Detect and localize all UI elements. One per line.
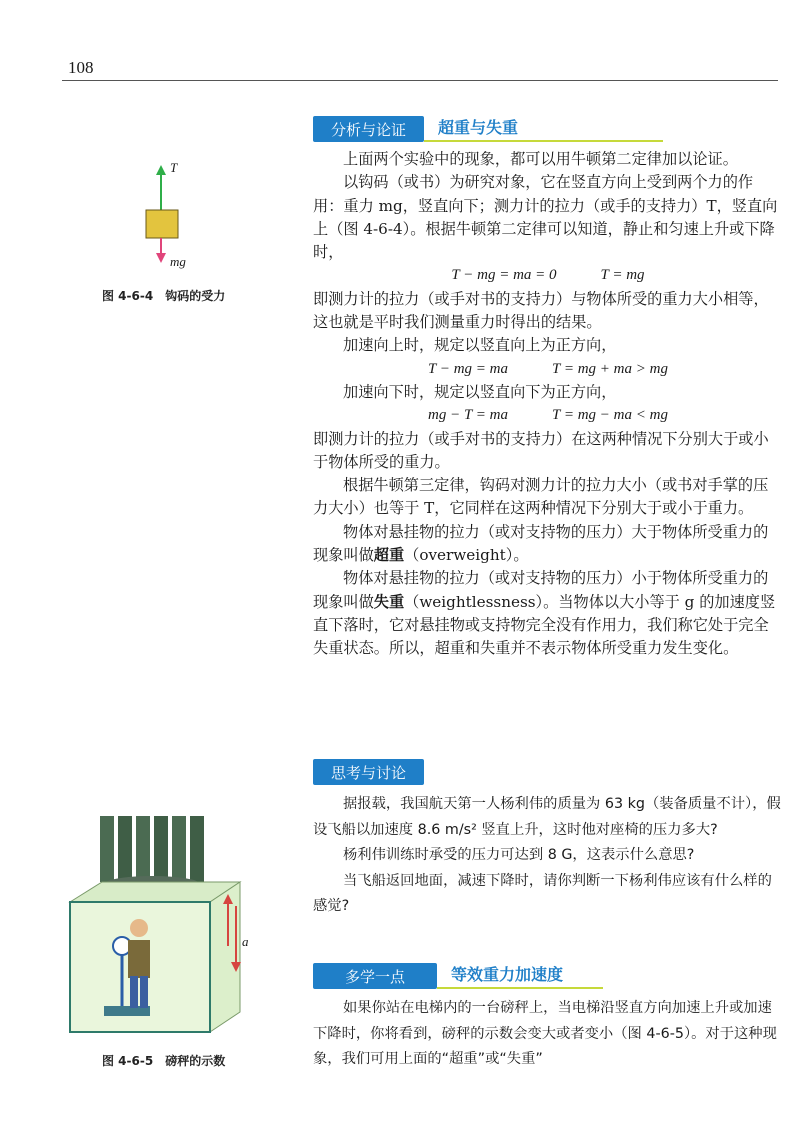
hook-weight-block (146, 210, 178, 238)
paragraph: 据报载，我国航天第一人杨利伟的质量为 63 kg（装备质量不计），假设飞船以加速度 8.6 m/s² 竖直上升，这时他对座椅的压力多大? (313, 796, 781, 838)
section3-title: 等效重力加速度 (437, 963, 563, 989)
section3-tag: 多学一点 (313, 963, 437, 989)
paragraph: 即测力计的拉力（或手对书的支持力）与物体所受的重力大小相等，这也就是平时我们测量重力时得出的结果。 (313, 289, 769, 332)
tension-arrowhead (156, 165, 166, 175)
formula-part: T = mg (600, 267, 645, 284)
paragraph-overweight (313, 521, 783, 568)
paragraph: 加速向上时，规定以竖直向上为正方向， (343, 336, 617, 355)
text-run: （overweight）。 (404, 546, 529, 565)
section1-tag: 分析与论证 (313, 116, 424, 142)
text-run: 物体对悬挂物的拉力（或对支持物的压力）大于物体所受重力的现象叫做 (313, 522, 769, 565)
formula-part: T − mg = ma (428, 360, 509, 377)
header-rule (62, 80, 778, 81)
section2-tag: 思考与讨论 (313, 759, 424, 785)
paragraph: 如果你站在电梯内的一台磅秤上，当电梯沿竖直方向加速上升或加速下降时，你将看到，磅秤的示数会变大或者变小（图 4-6-5）。对于这种现象，我们可用上面的“超重”或“失重” (313, 1000, 777, 1067)
formula-equilibrium (313, 264, 783, 287)
text-run: （weightlessness）。当物体以大小等于 g 的加速度竖直下落时，它对悬挂物或支持物完全没有作用力，我们称它处于完全失重状态。所以，超重和失重并不表示物体所受重力发生变化。 (313, 592, 776, 658)
formula-part: T = mg + ma > mg (552, 360, 668, 377)
paragraph: 即测力计的拉力（或手对书的支持力）在这两种情况下分别大于或小于物体所受的重力。 (313, 429, 769, 471)
figure2-caption: 图 4-6-5 磅秤的示数 (102, 1054, 226, 1068)
formula-part: T − mg = ma = 0 (451, 267, 557, 284)
label-acceleration: a (242, 934, 249, 949)
elevator-illustration (62, 816, 252, 1046)
label-gravity: mg (170, 254, 186, 269)
section1-title: 超重与失重 (424, 116, 518, 142)
section3-banner (313, 963, 603, 989)
paragraph: 杨利伟训练时承受的压力可达到 8 G，这表示什么意思? (343, 847, 695, 863)
paragraph-weightlessness (313, 567, 783, 660)
section2-banner (313, 759, 438, 785)
figure1-caption: 图 4-6-4 钩码的受力 (102, 289, 226, 303)
section1-underline (518, 116, 663, 142)
text-run: 物体对悬挂物的拉力（或对支持物的压力）小于物体所受重力的现象叫做 (313, 569, 769, 611)
label-tension: T (170, 160, 178, 175)
gravity-arrowhead (156, 253, 166, 263)
paragraph: 加速向下时，规定以竖直向下为正方向， (343, 382, 617, 401)
term-weightlessness: 失重 (373, 592, 405, 611)
paragraph: 以钩码（或书）为研究对象，它在竖直方向上受到两个力的作用：重力 mg，竖直向下；测力计的拉力（或手的支持力）T，竖直向上（图 4-6-4）。根据牛顿第二定律可以知道，静止和匀速上升或下降时， (313, 173, 778, 262)
section1-banner (313, 116, 663, 142)
figure-force-diagram (130, 150, 210, 280)
term-overweight: 超重 (373, 546, 405, 565)
section2-body (313, 792, 783, 920)
formula-accel-up (313, 358, 783, 381)
paragraph: 根据牛顿第三定律，钩码对测力计的拉力大小（或书对手掌的压力大小）也等于 T，它同样在这两种情况下分别大于或小于重力。 (313, 476, 769, 518)
page-number: 108 (68, 58, 94, 77)
section1-body (313, 148, 783, 661)
formula-part: T = mg − ma < mg (552, 407, 668, 424)
section3-body (313, 996, 783, 1073)
figure-elevator-scale (62, 816, 252, 1046)
paragraph: 当飞船返回地面，减速下降时，请你判断一下杨利伟应该有什么样的感觉? (313, 872, 772, 914)
formula-accel-down (313, 404, 783, 427)
formula-part: mg − T = ma (428, 407, 509, 424)
section3-underline (563, 963, 603, 989)
paragraph: 上面两个实验中的现象，都可以用牛顿第二定律加以论证。 (343, 150, 738, 168)
